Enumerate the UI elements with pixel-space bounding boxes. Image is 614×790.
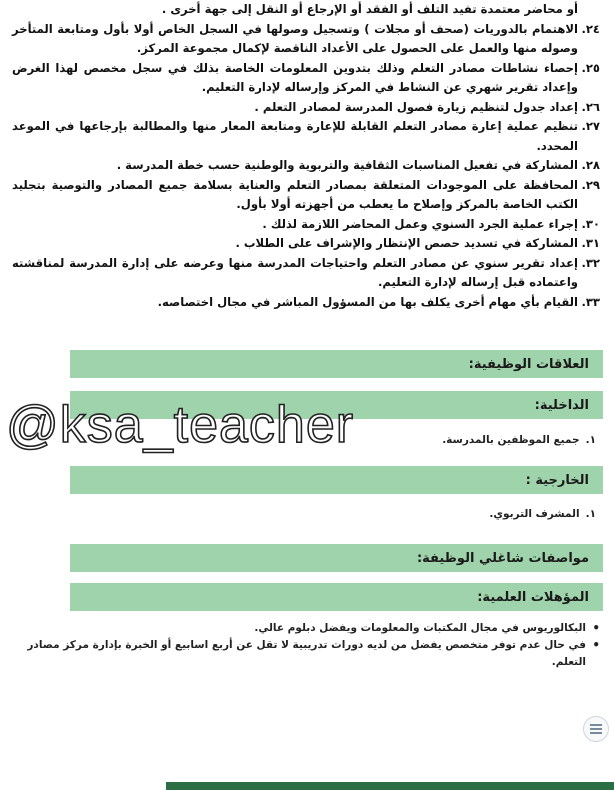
section-heading-internal: الداخلية: <box>70 391 603 419</box>
duty-item: ٢٧. تنظيم عملية إعارة مصادر التعلم القابلة للإعارة ومتابعة المعار منها والمطالبة بإرجاعها في الموعد المحدد. <box>12 119 600 153</box>
duty-item: ٢٩. المحافظة على الموجودات المتعلقة بمصادر التعلم والعناية بسلامة جميع المصادر والتوصية بتجليد الكتب الخاصة بالمركز وإصلاح ما يعطب من أجهزته أولا بأول. <box>12 177 600 211</box>
duties-list <box>12 0 600 312</box>
duty-item: ٢٨. المشاركة في تفعيل المناسبات الثقافية والتربوية والوطنية حسب خطة المدرسة . <box>116 158 600 172</box>
section-heading-relations: العلاقات الوظيفية: <box>70 350 603 378</box>
duty-item: ٣٢. إعداد تقرير سنوي عن مصادر التعلم واحتياجات المدرسة منها وعرضه على إدارة المدرسة لمناقشته واعتماده قبل إرساله لإدارة التعليم. <box>12 255 600 289</box>
qualification-item: • البكالوريوس في مجال المكتبات والمعلومات ويفضل دبلوم عالي. <box>20 620 600 637</box>
duty-item: ٣٠. إجراء عملية الجرد السنوي وعمل المحاضر اللازمة لذلك . <box>262 216 600 231</box>
duty-item: ٢٦. إعداد جدول لتنظيم زيارة فصول المدرسة لمصادر التعلم . <box>254 99 600 114</box>
duty-item: أو محاضر معتمدة تفيد التلف أو الفقد أو الإرجاع أو النقل إلى جهة أخرى . <box>161 2 578 16</box>
section-heading-qualifications: المؤهلات العلمية: <box>70 583 603 611</box>
duty-item: ٣١. المشاركة في تسديد حصص الإنتظار والإشراف على الطلاب . <box>235 236 600 250</box>
footer-bar <box>166 782 614 790</box>
qualification-list <box>20 620 600 671</box>
duty-item: ٢٥. إحصاء نشاطات مصادر التعلم وذلك بتدوين المعلومات الخاصة بذلك في سجل مخصص لهذا الغرض وإعداد تقرير شهري عن النشاط في المركز وإرساله لإدارة التعليم. <box>12 60 600 94</box>
external-item: ١.المشرف التربوي. <box>489 508 596 520</box>
internal-item: ١.جميع الموظفين بالمدرسة. <box>442 434 596 446</box>
menu-icon[interactable] <box>583 716 609 742</box>
qualification-item: • في حال عدم توفر متخصص يفضل من لديه دورات تدريبية لا تقل عن أربع اسابيع أو الخبرة بإدارة مركز مصادر التعلم. <box>20 637 600 671</box>
watermark-text: @ksa_teacher <box>6 396 355 454</box>
section-heading-external: الخارجية : <box>70 466 603 494</box>
duty-item: ٢٤. الاهتمام بالدوريات (صحف أو مجلات ) وتسجيل وصولها في السجل الخاص أولا بأول ومتابعة المتأخر وصوله منها والعمل على الحصول على الأعداد الناقصة لإكمال مجموعة المركز. <box>12 21 600 55</box>
duty-item: ٣٣. القيام بأي مهام أخرى يكلف بها من المسؤول المباشر في مجال اختصاصه. <box>157 294 600 309</box>
section-heading-specs: مواصفات شاغلي الوظيفة: <box>70 544 603 572</box>
